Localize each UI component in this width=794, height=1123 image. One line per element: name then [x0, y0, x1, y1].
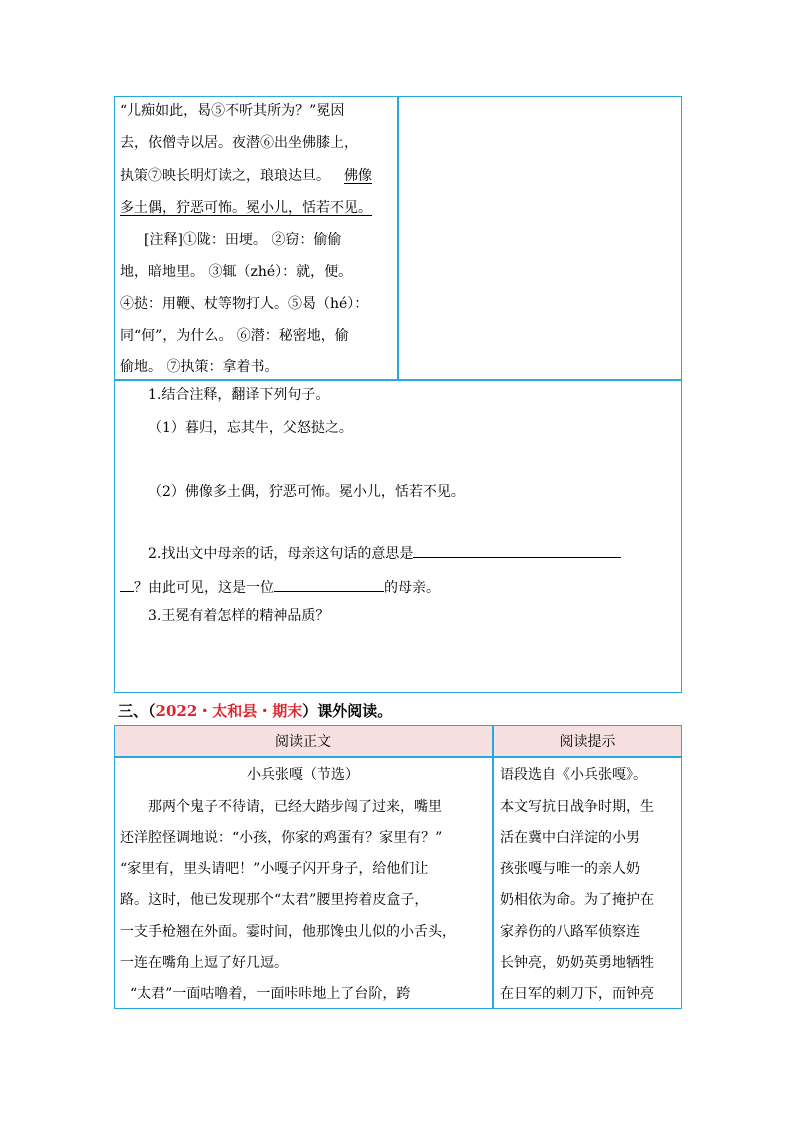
hint-line: 本文写抗日战争时期，生 — [500, 799, 654, 815]
reading-line: “太君”一面咕噜着，一面咔咔地上了台阶，跨 — [130, 986, 411, 1002]
underlined-sentence: 佛像 — [344, 168, 372, 184]
col-header-text: 阅读正文 — [275, 734, 331, 750]
reading-line: 一支手枪翘在外面。霎时间，他那馋虫儿似的小舌头， — [120, 924, 456, 940]
note-line: 偷地。 ⑦执策：拿着书。 — [120, 359, 279, 375]
passage-line: 执策⑦映长明灯读之，琅琅达旦。 佛像 — [120, 168, 372, 184]
hint-line: 长钟亮，奶奶英勇地牺牲 — [500, 955, 654, 971]
answer-blank[interactable] — [274, 576, 384, 592]
source-label: 2022・太和县・期末 — [155, 702, 303, 720]
hint-line: 奶相依为命。为了掩护在 — [500, 892, 654, 908]
table1-row-divider — [114, 379, 682, 381]
note-line: ④挞：用鞭、杖等物打人。⑤曷（hé）： — [120, 296, 369, 312]
reading-line: 那两个鬼子不待请，已经大踏步闯了过来，嘴里 — [148, 799, 442, 815]
table1-column-divider — [397, 96, 399, 380]
hint-line: 家养伤的八路军侦察连 — [500, 924, 640, 940]
reading-title: 小兵张嘎（节选） — [247, 767, 359, 783]
reading-line: 还洋腔怪调地说：“小孩，你家的鸡蛋有？家里有？” — [120, 830, 443, 846]
question-1-1: （1）暮归，忘其牛，父怒挞之。 — [148, 420, 353, 436]
table2-header-divider — [114, 756, 682, 758]
hint-line: 在日军的刺刀下，而钟亮 — [500, 986, 654, 1002]
note-line: [注释]①陇：田埂。 ②窃：偷偷 — [144, 232, 342, 248]
table2-column-divider — [492, 725, 494, 1009]
answer-blank[interactable] — [413, 542, 621, 558]
col-header-hint: 阅读提示 — [559, 734, 616, 750]
section-heading: 三、（2022・太和县・期末）课外阅读。 — [118, 702, 393, 720]
passage-line: “儿痴如此，曷⑤不听其所为？”冕因 — [120, 103, 345, 119]
reading-line: 一连在嘴角上逗了好几逗。 — [120, 955, 288, 971]
note-line: 同“何”，为什么。 ⑥潜：秘密地，偷 — [120, 328, 349, 344]
question-1-2: （2）佛像多土偶，狞恶可怖。冕小儿，恬若不见。 — [148, 484, 465, 500]
passage-line: 去，依僧寺以居。夜潜⑥出坐佛膝上， — [120, 135, 358, 151]
question-3: 3.王冕有着怎样的精神品质？ — [148, 608, 330, 624]
answer-blank[interactable] — [120, 576, 134, 592]
reading-line: 路。这时，他已发现那个“太君”腰里挎着皮盒子， — [120, 892, 429, 908]
underlined-sentence: 多土偶，狞恶可怖。冕小儿，恬若不见。 — [120, 200, 372, 216]
hint-line: 活在冀中白洋淀的小男 — [500, 830, 640, 846]
question-2: 2.找出文中母亲的话，母亲这句话的意思是 — [148, 542, 621, 563]
hint-line: 孩张嘎与唯一的亲人奶 — [500, 861, 640, 877]
question-2-continued: ？由此可见，这是一位 的母亲。 — [120, 576, 440, 597]
note-line: 地，暗地里。 ③辄（zhé）：就，便。 — [120, 264, 353, 280]
question-1: 1.结合注释，翻译下列句子。 — [148, 387, 330, 403]
reading-line: “家里有，里头请吧！”小嘎子闪开身子，给他们让 — [120, 861, 429, 877]
hint-line: 语段选自《小兵张嘎》。 — [500, 767, 647, 783]
